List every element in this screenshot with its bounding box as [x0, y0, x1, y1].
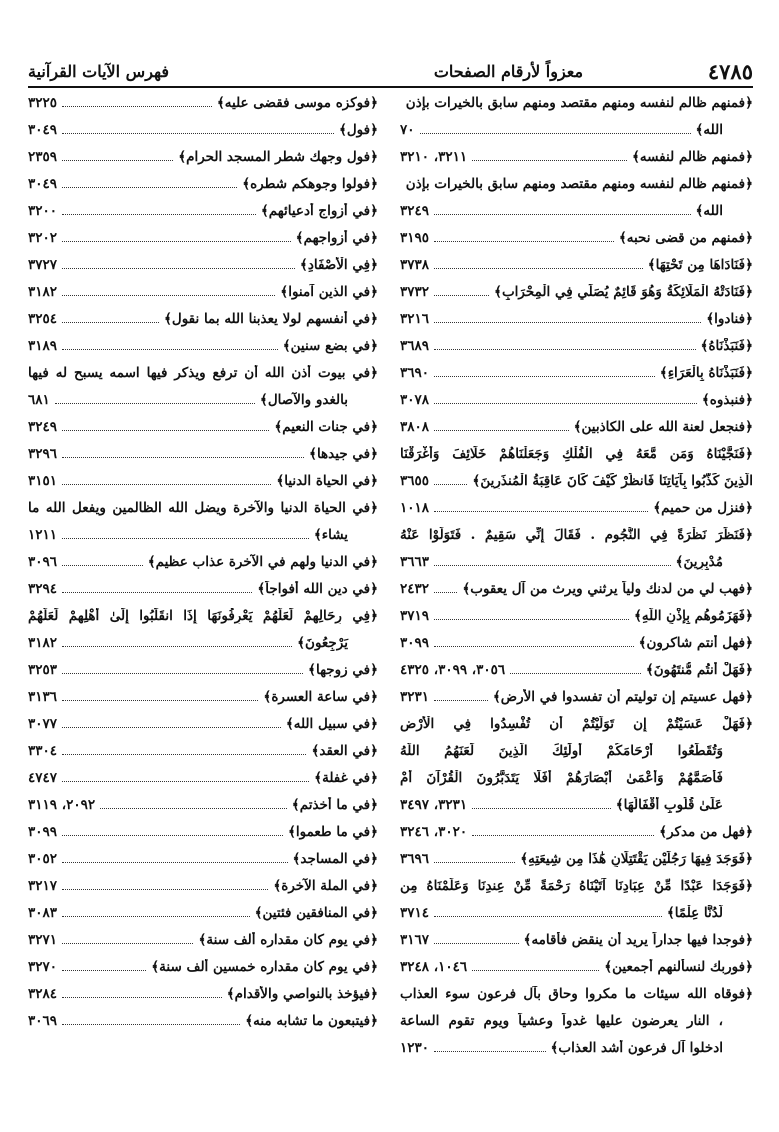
page-reference: ٣١٣٦ — [28, 688, 58, 705]
dot-leader — [434, 349, 696, 350]
verse-text: وَتُقَطِّعُوا أَرْحَامَكُمْ أُولَٰئِكَ الَّذِينَ لَعَنَهُمُ اللَّهُ — [400, 742, 723, 759]
verse-text: ﴿في الحياة الدنيا﴾ — [276, 472, 378, 489]
verse-text: ﴿فمنهم ظالم لنفسه﴾ — [631, 148, 753, 165]
index-entry — [400, 656, 753, 683]
verse-text: ﴿فَوَجَدَا عَبْدًا مِّنْ عِبَادِنَا آتَيْنَاهُ رَحْمَةً مِّنْ عِندِنَا وَعَلَّمْنَاهُ مِن — [400, 877, 753, 894]
index-entry — [400, 953, 753, 980]
dot-leader — [434, 943, 519, 944]
index-entry — [28, 818, 378, 845]
page-reference: ١٠٤٦، ٣٢٤٨ — [400, 958, 468, 975]
dot-leader — [472, 970, 599, 971]
verse-text: فَأَصَمَّهُمْ وَأَعْمَىٰ أَبْصَارَهُمْ أَفَلَا يَتَدَبَّرُونَ الْقُرْآنَ أَمْ — [400, 769, 723, 786]
verse-text: ﴿فَنَادَتْهُ الْمَلَائِكَةُ وَهُوَ قَائِمٌ يُصَلِّي فِي الْمِحْرَابِ﴾ — [494, 283, 753, 300]
verse-text: ﴿فوجدا فيها جداراً يريد أن ينقض فأقامه﴾ — [523, 931, 753, 948]
page-reference: ٣١٨٢ — [28, 283, 58, 300]
dot-leader — [100, 808, 287, 809]
dot-leader — [62, 133, 334, 134]
index-entry — [28, 737, 378, 764]
verse-text: ﴿فهب لي من لدنك ولياً يرثني ويرث من آل يعقوب﴾ — [462, 580, 753, 597]
verse-text: ﴿في ساعة العسرة﴾ — [263, 688, 378, 705]
index-entry — [400, 143, 753, 170]
dot-leader — [62, 484, 271, 485]
page-reference: ٣٠٩٩ — [28, 823, 58, 840]
verse-text: ﴿فَنَظَرَ نَظْرَةً فِي النُّجُومِ . فَقَالَ إِنِّي سَقِيمٌ . فَتَوَلَّوْا عَنْهُ — [400, 526, 753, 543]
verse-text: ﴿فِي الْأَصْفَادِ﴾ — [299, 256, 378, 273]
dot-leader — [510, 673, 641, 674]
index-entry — [28, 170, 378, 197]
verse-text: ﴿في يوم كان مقداره ألف سنة﴾ — [198, 931, 378, 948]
verse-text: عَلَىٰ قُلُوبٍ أَقْفَالُهَا﴾ — [615, 796, 723, 813]
dot-leader — [62, 943, 193, 944]
page-reference: ٣٢٤٩ — [400, 202, 430, 219]
page-reference: ٤٧٤٧ — [28, 769, 58, 786]
dot-leader — [472, 808, 611, 809]
index-entry — [400, 386, 753, 413]
page-reference: ٣٠٦٩ — [28, 1012, 58, 1029]
page-reference: ١٠١٨ — [400, 499, 430, 516]
dot-leader — [434, 1051, 545, 1052]
page-reference: ٣٠٤٩ — [28, 175, 58, 192]
dot-leader — [472, 835, 654, 836]
verse-text: ﴿فهل عسيتم إن توليتم أن تفسدوا في الأرض﴾ — [492, 688, 753, 705]
page-reference: ٦٨١ — [28, 391, 50, 408]
index-entry — [28, 899, 378, 926]
page-reference: ٣٦٩٠ — [400, 364, 430, 381]
index-entry — [400, 305, 753, 332]
verse-text: ﴿في زوجها﴾ — [308, 661, 378, 678]
verse-text: ﴿فَهَلْ عَسَيْتُمْ إِن تَوَلَّيْتُمْ أَن تُفْسِدُوا فِي الْأَرْضِ — [400, 715, 753, 732]
index-entry — [400, 332, 753, 359]
dot-leader — [62, 835, 283, 836]
dot-leader — [62, 457, 304, 458]
verse-text: يشاء﴾ — [313, 526, 348, 543]
verse-text: ﴿فهل أنتم شاكرون﴾ — [638, 634, 753, 651]
page-reference: ١٢١١ — [28, 526, 58, 543]
verse-text: ﴿فيؤخذ بالنواصي والأقدام﴾ — [226, 985, 378, 1002]
dot-leader — [434, 916, 662, 917]
verse-text: ﴿فيتبعون ما تشابه منه﴾ — [245, 1012, 378, 1029]
page-reference: ٢٠٩٢، ٣١١٩ — [28, 796, 96, 813]
index-entry — [28, 845, 378, 872]
page-reference: ٣٢٧٠ — [28, 958, 58, 975]
dot-leader — [62, 889, 268, 890]
index-entry — [400, 710, 753, 737]
page-reference: ٣١٩٥ — [400, 229, 430, 246]
dot-leader — [62, 187, 237, 188]
page-reference: ٣٢٣١ — [400, 688, 430, 705]
index-entry — [28, 494, 378, 521]
page-reference: ٣٠٧٨ — [400, 391, 430, 408]
page-reference: ٣٠٩٦ — [28, 553, 58, 570]
index-entry — [400, 872, 753, 899]
dot-leader — [55, 403, 255, 404]
index-entry — [28, 413, 378, 440]
page-reference: ٧٠ — [400, 121, 415, 138]
dot-leader — [62, 295, 275, 296]
index-entry — [28, 548, 378, 575]
page-reference: ٣٢٢٥ — [28, 94, 58, 111]
page-reference: ٣٢٠٠ — [28, 202, 58, 219]
verse-text: مُدْبِرِينَ﴾ — [675, 553, 723, 570]
verse-text: ﴿في المنافقين فئتين﴾ — [254, 904, 378, 921]
index-entry — [400, 359, 753, 386]
dot-leader — [62, 970, 146, 971]
page-reference: ٣١٥١ — [28, 472, 58, 489]
dot-leader — [434, 484, 467, 485]
dot-leader — [62, 727, 281, 728]
dot-leader — [434, 403, 697, 404]
verse-text: ﴿في المساجد﴾ — [292, 850, 378, 867]
index-entry — [400, 278, 753, 305]
dot-leader — [434, 700, 488, 701]
index-entry — [28, 710, 378, 737]
page-reference: ٣١٨٩ — [28, 337, 58, 354]
verse-text: ﴿فول وجهك شطر المسجد الحرام﴾ — [178, 148, 378, 165]
verse-text: الله﴾ — [695, 202, 723, 219]
page-reference: ٣٢٨٤ — [28, 985, 58, 1002]
index-entry — [28, 143, 378, 170]
index-entry — [400, 170, 753, 197]
page-reference: ٣٢٩٤ — [28, 580, 58, 597]
dot-leader — [62, 268, 295, 269]
verse-text: ﴿فنزل من حميم﴾ — [653, 499, 753, 516]
verse-text: ﴿فَنَادَاهَا مِن تَحْتِهَا﴾ — [647, 256, 753, 273]
index-entry — [28, 521, 378, 548]
index-entry — [28, 89, 378, 116]
header-subtitle: معزواً لأرقام الصفحات — [433, 61, 584, 81]
dot-leader — [420, 133, 691, 134]
dot-leader — [62, 862, 288, 863]
page-reference: ٣٧١٩ — [400, 607, 430, 624]
page-reference: ٣٢٩٦ — [28, 445, 58, 462]
index-entry — [28, 953, 378, 980]
page-reference: ٣٧١٤ — [400, 904, 430, 921]
index-entry — [28, 629, 378, 656]
verse-text: ﴿في سبيل الله﴾ — [285, 715, 378, 732]
page-reference: ٢٣٥٩ — [28, 148, 58, 165]
page-reference: ٣٢٥٣ — [28, 661, 58, 678]
dot-leader — [434, 430, 569, 431]
dot-leader — [62, 592, 252, 593]
index-entry — [400, 575, 753, 602]
index-entry — [400, 197, 753, 224]
verse-text: لَّدُنَّا عِلْمًا﴾ — [666, 904, 723, 921]
page-reference: ٣٠٧٧ — [28, 715, 58, 732]
index-entry — [400, 116, 753, 143]
index-entry — [400, 737, 753, 764]
index-entry — [28, 332, 378, 359]
index-entry — [400, 440, 753, 467]
index-entry — [400, 521, 753, 548]
page-reference: ٣٠٩٩ — [400, 634, 430, 651]
dot-leader — [62, 565, 143, 566]
index-entry — [28, 251, 378, 278]
verse-text: ﴿في دين الله أفواجاً﴾ — [257, 580, 378, 597]
verse-text: ﴿في يوم كان مقداره خمسين ألف سنة﴾ — [151, 958, 378, 975]
index-entry — [28, 440, 378, 467]
verse-text: ﴿في أنفسهم لولا يعذبنا الله بما نقول﴾ — [163, 310, 378, 327]
page-reference: ٣٢٧١ — [28, 931, 58, 948]
index-entry — [400, 89, 753, 116]
dot-leader — [434, 511, 648, 512]
page-header — [28, 56, 753, 86]
verse-text: بالغدو والآصال﴾ — [259, 391, 348, 408]
index-entry — [400, 467, 753, 494]
verse-text: ﴿فَهَزَمُوهُم بِإِذْنِ اللَّهِ﴾ — [633, 607, 753, 624]
page-reference: ٣٠٢٠، ٣٢٤٦ — [400, 823, 468, 840]
dot-leader — [62, 673, 303, 674]
index-entry — [400, 980, 753, 1007]
dot-leader — [62, 322, 159, 323]
verse-text: ﴿فَنَجَّيْنَاهُ وَمَن مَّعَهُ فِي الْفُلْكِ وَجَعَلْنَاهُمْ خَلَائِفَ وَأَغْرَقْنَا — [400, 445, 753, 462]
verse-text: ﴿فوكزه موسى فقضى عليه﴾ — [216, 94, 378, 111]
index-entry — [28, 386, 378, 413]
page-reference: ٣٠٨٣ — [28, 904, 58, 921]
page-reference: ٣٢٠٢ — [28, 229, 58, 246]
page-reference: ٣٢١١، ٣٢١٠ — [400, 148, 468, 165]
dot-leader — [434, 268, 643, 269]
page-reference: ٣٦٦٣ — [400, 553, 430, 570]
dot-leader — [62, 241, 291, 242]
index-entry — [400, 548, 753, 575]
index-entry — [28, 575, 378, 602]
index-entry — [28, 791, 378, 818]
verse-text: ، النار يعرضون عليها غدواً وعشياً ويوم تقوم الساعة — [400, 1012, 723, 1029]
dot-leader — [434, 646, 634, 647]
index-entry — [28, 224, 378, 251]
page-reference: ٣٢١٧ — [28, 877, 58, 894]
index-entry — [400, 251, 753, 278]
verse-text: ﴿في بضع سنين﴾ — [282, 337, 378, 354]
page-reference: ٣٧٣٢ — [400, 283, 430, 300]
left-column — [28, 89, 378, 1034]
index-entry — [400, 683, 753, 710]
index-entry — [400, 602, 753, 629]
index-entry — [400, 926, 753, 953]
verse-text: ﴿فنادوا﴾ — [706, 310, 753, 327]
dot-leader — [434, 592, 457, 593]
page-reference: ٣٣٠٤ — [28, 742, 58, 759]
index-entry — [28, 305, 378, 332]
verse-text: ﴿فمنهم ظالم لنفسه ومنهم مقتصد ومنهم سابق بالخيرات بإذن — [405, 175, 753, 192]
page-reference: ٣٠٥٢ — [28, 850, 58, 867]
page-reference: ٣٠٥٦، ٣٠٩٩، ٤٣٢٥ — [400, 661, 506, 678]
index-entry — [28, 1007, 378, 1034]
index-entry — [28, 656, 378, 683]
dot-leader — [472, 160, 627, 161]
verse-text: ﴿فهل من مدكر﴾ — [659, 823, 753, 840]
page-reference: ٣٢١٦ — [400, 310, 430, 327]
verse-text: ﴿في أزواج أدعيائهم﴾ — [260, 202, 378, 219]
page-reference: ٣٠٤٩ — [28, 121, 58, 138]
dot-leader — [62, 538, 309, 539]
verse-text: ﴿في ما أخذتم﴾ — [291, 796, 378, 813]
index-entry — [400, 494, 753, 521]
dot-leader — [434, 295, 489, 296]
index-entry — [28, 926, 378, 953]
page-reference: ٣١٦٧ — [400, 931, 430, 948]
index-entry — [28, 602, 378, 629]
verse-text: ﴿فمنهم من قضى نحبه﴾ — [618, 229, 753, 246]
page-reference: ١٢٣٠ — [400, 1039, 430, 1056]
index-entry — [400, 791, 753, 818]
index-entry — [400, 764, 753, 791]
index-entry — [28, 359, 378, 386]
dot-leader — [434, 565, 671, 566]
verse-text: الله﴾ — [695, 121, 723, 138]
index-title: فهرس الآيات القرآنية — [28, 61, 170, 81]
dot-leader — [62, 916, 250, 917]
verse-text: ﴿فَنَبَذْنَاهُ﴾ — [700, 337, 753, 354]
page-reference: ٣٦٩٦ — [400, 850, 430, 867]
index-entry — [28, 872, 378, 899]
verse-text: ﴿فنبذوه﴾ — [701, 391, 753, 408]
dot-leader — [434, 322, 701, 323]
right-column — [400, 89, 753, 1061]
verse-text: ﴿فَهَلْ أَنتُم مُّنتَهُونَ﴾ — [645, 661, 753, 678]
dot-leader — [434, 376, 655, 377]
verse-text: ﴿فولوا وجوهكم شطره﴾ — [242, 175, 378, 192]
verse-text: ﴿في جنات النعيم﴾ — [274, 418, 378, 435]
dot-leader — [434, 862, 515, 863]
dot-leader — [62, 646, 292, 647]
page-number: ٤٧٨٥ — [707, 58, 753, 84]
verse-text: ﴿في غفلة﴾ — [314, 769, 378, 786]
dot-leader — [62, 754, 306, 755]
header-rule — [28, 86, 753, 88]
dot-leader — [434, 214, 691, 215]
page-reference: ٣٢٥٤ — [28, 310, 58, 327]
index-entry — [400, 899, 753, 926]
verse-text: ﴿فَوَجَدَ فِيهَا رَجُلَيْنِ يَقْتَتِلَانِ هَٰذَا مِن شِيعَتِهِ﴾ — [520, 850, 753, 867]
verse-text: ﴿في الملة الآخرة﴾ — [273, 877, 378, 894]
verse-text: ﴿في جيدها﴾ — [309, 445, 378, 462]
page-reference: ٣٦٥٥ — [400, 472, 430, 489]
dot-leader — [62, 349, 278, 350]
dot-leader — [62, 700, 258, 701]
index-entry — [400, 845, 753, 872]
page-reference: ٣٨٠٨ — [400, 418, 430, 435]
page-reference: ٣٢٣١، ٣٤٩٧ — [400, 796, 468, 813]
index-entry — [400, 818, 753, 845]
index-entry — [28, 683, 378, 710]
index-entry — [28, 197, 378, 224]
dot-leader — [62, 214, 256, 215]
index-entry — [28, 467, 378, 494]
index-entry — [28, 764, 378, 791]
index-entry — [28, 278, 378, 305]
verse-text: ﴿فَنَبَذْنَاهُ بِالْعَرَاءِ﴾ — [659, 364, 753, 381]
verse-text: ﴿فول﴾ — [338, 121, 378, 138]
page-reference: ٣٦٨٩ — [400, 337, 430, 354]
verse-text: يَرْجِعُونَ﴾ — [297, 634, 348, 651]
index-entry — [400, 629, 753, 656]
index-entry — [28, 980, 378, 1007]
verse-text: ﴿في ما طعموا﴾ — [287, 823, 378, 840]
verse-text: ﴿فوربك لنسألنهم أجمعين﴾ — [604, 958, 753, 975]
verse-text: الَّذِينَ كَذَّبُوا بِآيَاتِنَا فَانظُرْ كَيْفَ كَانَ عَاقِبَةُ الْمُنذَرِينَ﴾ — [472, 472, 753, 489]
index-entry — [400, 224, 753, 251]
index-entry — [400, 1034, 753, 1061]
verse-text: ﴿في أزواجهم﴾ — [295, 229, 378, 246]
dot-leader — [434, 619, 629, 620]
dot-leader — [62, 430, 269, 431]
verse-text: ﴿فوقاه الله سيئات ما مكروا وحاق بآل فرعون سوء العذاب — [400, 985, 753, 1002]
page-reference: ٣٧٣٨ — [400, 256, 430, 273]
dot-leader — [62, 1024, 240, 1025]
verse-text: ﴿فمنهم ظالم لنفسه ومنهم مقتصد ومنهم سابق بالخيرات بإذن — [405, 94, 753, 111]
index-entry — [400, 1007, 753, 1034]
verse-text: ﴿في الذين آمنوا﴾ — [280, 283, 378, 300]
verse-text: ﴿فنجعل لعنة الله على الكاذبين﴾ — [573, 418, 753, 435]
verse-text: ﴿في الدنيا ولهم في الآخرة عذاب عظيم﴾ — [147, 553, 378, 570]
index-entry — [28, 116, 378, 143]
page-reference: ٢٤٣٢ — [400, 580, 430, 597]
verse-text: ﴿في الحياة الدنيا والآخرة ويضل الله الظالمين ويفعل الله ما — [28, 499, 378, 516]
verse-text: ﴿في العقد﴾ — [311, 742, 378, 759]
dot-leader — [434, 241, 614, 242]
page-reference: ٣٢٤٩ — [28, 418, 58, 435]
dot-leader — [62, 997, 222, 998]
page-reference: ٣٧٢٧ — [28, 256, 58, 273]
verse-text: ادخلوا آل فرعون أشد العذاب﴾ — [550, 1039, 723, 1056]
dot-leader — [62, 106, 212, 107]
page-reference: ٣١٨٢ — [28, 634, 58, 651]
dot-leader — [62, 160, 173, 161]
verse-text: ﴿في بيوت أذن الله أن ترفع ويذكر فيها اسمه يسبح له فيها — [28, 364, 378, 381]
verse-text: ﴿فِي رِحَالِهِمْ لَعَلَّهُمْ يَعْرِفُونَهَا إِذَا انقَلَبُوا إِلَىٰ أَهْلِهِمْ لَعَلَّهُمْ — [28, 607, 378, 624]
dot-leader — [62, 781, 309, 782]
index-entry — [400, 413, 753, 440]
